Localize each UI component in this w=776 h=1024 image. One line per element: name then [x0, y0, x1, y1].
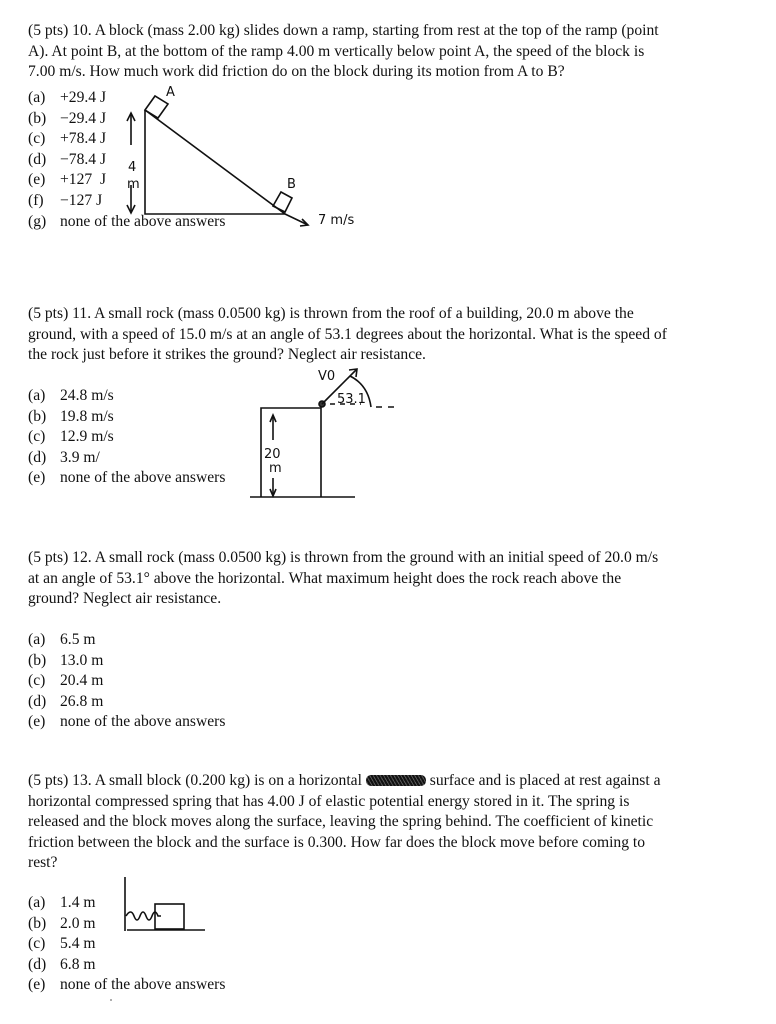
- angle-label: 53.1: [337, 392, 366, 407]
- option-d[interactable]: (d) 6.8 m: [28, 955, 96, 973]
- height-unit: m: [127, 177, 140, 192]
- height-unit: m: [269, 461, 282, 476]
- option-g[interactable]: (g) none of the above answers: [28, 212, 226, 230]
- option-b[interactable]: (b) −29.4 J: [28, 109, 107, 127]
- velocity-arrow: [285, 214, 308, 225]
- option-e[interactable]: (e) none of the above answers: [28, 713, 226, 731]
- option-b[interactable]: (b) 2.0 m: [28, 914, 96, 932]
- velocity-label: V0: [318, 369, 336, 384]
- ramp-diagram: [127, 85, 354, 228]
- option-a[interactable]: (a) 6.5 m: [28, 631, 96, 648]
- block-at-a: [145, 96, 168, 118]
- speed-label: 7 m/s: [318, 213, 355, 228]
- question-line: friction between the block and the surface is 0.300. How far does the block move before coming to: [28, 833, 646, 851]
- height-value: 4: [128, 160, 137, 175]
- option-c[interactable]: (c) 5.4 m: [28, 935, 96, 953]
- option-d[interactable]: (d) −78.4 J: [28, 150, 107, 168]
- option-e[interactable]: (e) none of the above answers: [28, 976, 226, 994]
- point-a-label: A: [166, 85, 175, 100]
- block-at-b: [273, 192, 292, 212]
- ramp-triangle: [145, 110, 285, 214]
- option-d[interactable]: (d) 26.8 m: [28, 692, 104, 710]
- question-line: released and the block moves along the surface, leaving the spring behind. The coefficient of kinetic: [28, 813, 654, 831]
- question-line: ground, with a speed of 15.0 m/s at an angle of 53.1 degrees about the horizontal. What is the speed of: [28, 325, 667, 343]
- question-line: A). At point B, at the bottom of the ramp 4.00 m vertically below point A, the speed of the block is: [28, 42, 645, 60]
- question-line: horizontal compressed spring that has 4.00 J of elastic potential energy stored in it. The spring is: [28, 792, 630, 810]
- question-line: 7.00 m/s. How much work did friction do on the block during its motion from A to B?: [28, 63, 565, 81]
- question-line: (5 pts) 11. A small rock (mass 0.0500 kg) is thrown from the roof of a building, 20.0 m above the: [28, 305, 634, 322]
- building-diagram: [250, 369, 394, 497]
- option-b[interactable]: (b) 13.0 m: [28, 651, 104, 669]
- option-a[interactable]: (a) +29.4 J: [28, 89, 107, 106]
- option-c[interactable]: (c) +78.4 J: [28, 130, 107, 148]
- option-d[interactable]: (d) 3.9 m/: [28, 448, 100, 466]
- option-c[interactable]: (c) 12.9 m/s: [28, 428, 114, 446]
- question-line: ground? Neglect air resistance.: [28, 590, 222, 608]
- option-a[interactable]: (a) 24.8 m/s: [28, 387, 114, 404]
- point-b-label: B: [287, 177, 296, 192]
- option-e[interactable]: (e) none of the above answers: [28, 469, 226, 487]
- option-a[interactable]: (a) 1.4 m: [28, 894, 96, 911]
- option-f[interactable]: (f) −127 J: [28, 191, 103, 209]
- option-e[interactable]: (e) +127 J: [28, 171, 107, 189]
- question-line: (5 pts) 12. A small rock (mass 0.0500 kg) is thrown from the ground with an initial speed of 20.0 m/s: [28, 549, 659, 566]
- height-value: 20: [264, 447, 281, 462]
- question-line: (5 pts) 10. A block (mass 2.00 kg) slides down a ramp, starting from rest at the top of the ramp (point: [28, 22, 659, 39]
- question-line: the rock just before it strikes the ground? Neglect air resistance.: [28, 346, 426, 364]
- question-line: at an angle of 53.1° above the horizontal. What maximum height does the rock reach above the: [28, 569, 622, 587]
- option-b[interactable]: (b) 19.8 m/s: [28, 407, 114, 425]
- question-line: rest?: [28, 854, 58, 872]
- option-c[interactable]: (c) 20.4 m: [28, 672, 104, 690]
- question-line: (5 pts) 13. A small block (0.200 kg) is on a horizontal surface and is placed at rest against a: [28, 772, 661, 789]
- spring-diagram: [125, 877, 205, 931]
